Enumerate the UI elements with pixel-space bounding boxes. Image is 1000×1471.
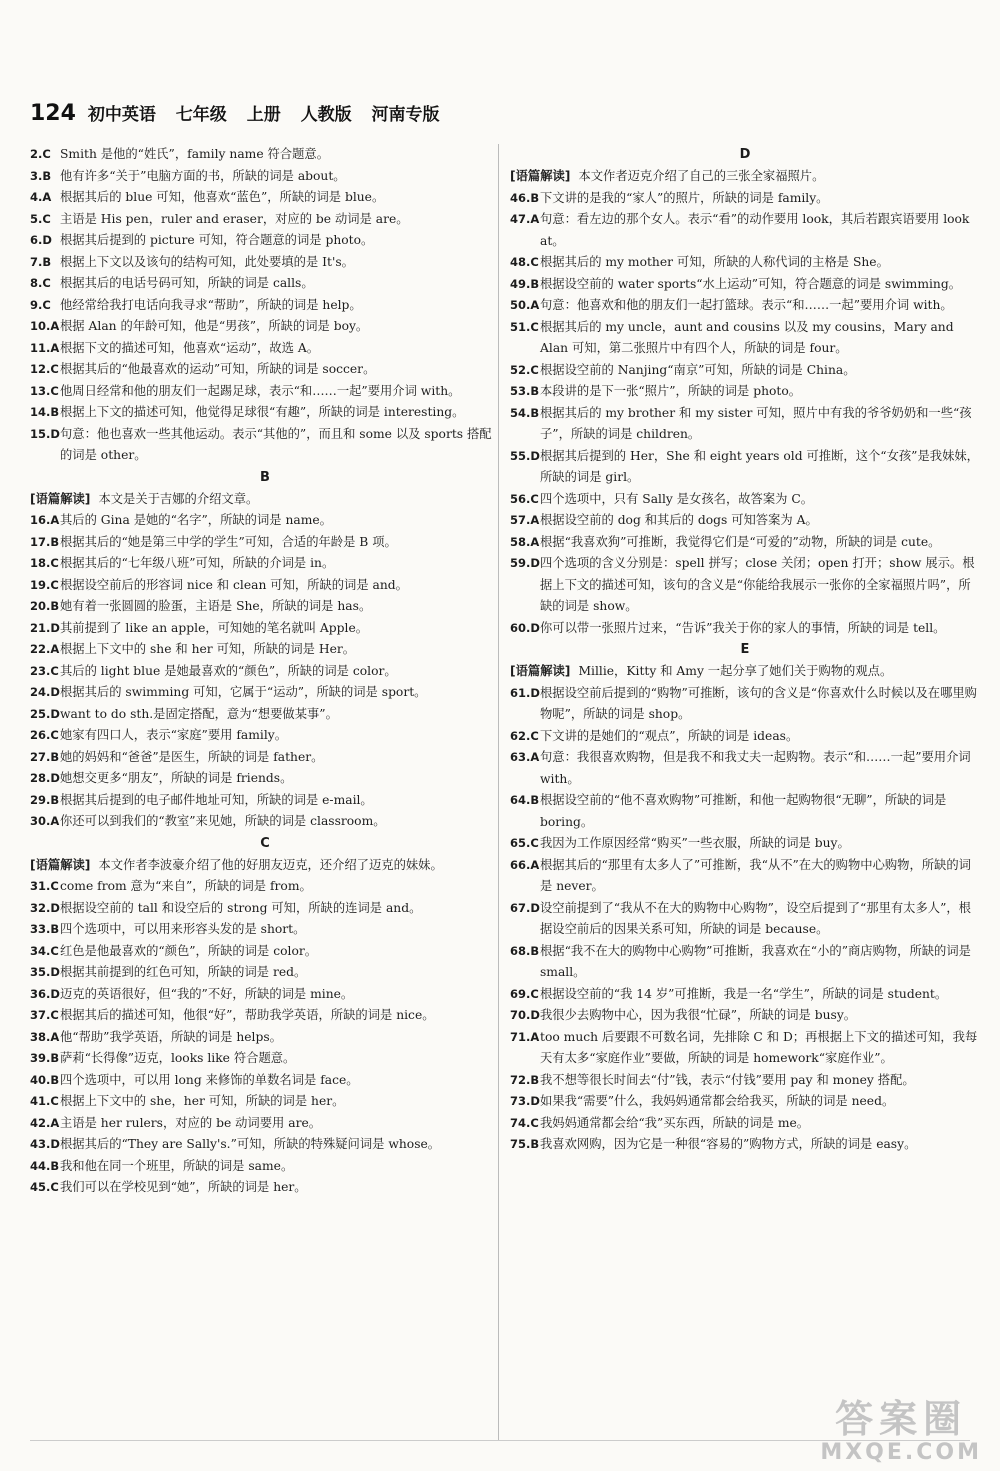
answer-number: 53.B: [510, 384, 540, 398]
answer-explanation: 迈克的英语很好，但“我的”不好，所缺的词是 mine。: [60, 986, 354, 1001]
answer-item: [30, 187, 500, 209]
answer-explanation: 根据其后的 my uncle，aunt and cousins 以及 my cousins，Mary and Alan 可知，第二张照片中有四个人，所缺的词是 four。: [540, 319, 954, 355]
answer-item: [510, 188, 980, 210]
answer-item: [30, 273, 500, 295]
section-b-intro: [30, 489, 500, 511]
answer-number: 75.B: [510, 1137, 540, 1151]
answer-explanation: 四个选项的含义分别是：spell 拼写；close 关闭；open 打开；show 展示。根据上下文的描述可知，该句的含义是“你能给我展示一张你的全家福照片吗”，所缺的词是 show。: [540, 556, 975, 613]
answer-explanation: 其前提到了 like an apple，可知她的笔名就叫 Apple。: [60, 620, 369, 635]
answer-item: [510, 403, 980, 446]
section-d-heading: D: [739, 147, 751, 162]
answer-number: 62.C: [510, 728, 539, 743]
answer-item: [510, 898, 980, 941]
answer-explanation: 我们可以在学校见到“她”，所缺的词是 her。: [60, 1180, 307, 1194]
answer-number: 69.C: [510, 986, 539, 1001]
answer-number: 56.C: [510, 491, 539, 506]
answer-item: [30, 295, 500, 317]
answer-item: [30, 919, 500, 941]
answer-item: [510, 747, 980, 790]
answer-item: [30, 553, 500, 575]
answer-item: [510, 252, 980, 274]
answer-item: [30, 144, 500, 166]
intro-text: 本文是关于吉娜的介绍文章。: [98, 491, 259, 506]
header-edition: 河南专版: [371, 105, 440, 125]
answer-explanation: too much 后要跟不可数名词，先排除 C 和 D；再根据上下文的描述可知，我每天有太多“家庭作业”要做，所缺的词是 homework“家庭作业”。: [540, 1029, 978, 1065]
answer-item: [30, 941, 500, 963]
answer-number: 23.C: [30, 663, 59, 678]
answer-number: 41.C: [30, 1094, 59, 1108]
page-header: [30, 100, 454, 126]
answer-explanation: 根据上下文中的 she，her 可知，所缺的词是 her。: [60, 1094, 345, 1108]
answer-number: 44.B: [30, 1158, 60, 1173]
answer-explanation: Smith 是他的“姓氏”，family name 符合题意。: [60, 147, 329, 161]
answer-item: [30, 639, 500, 661]
answer-explanation: 你可以带一张照片过来，“告诉”我关于你的家人的事情，所缺的词是 tell。: [540, 620, 946, 635]
answer-item: [30, 424, 500, 467]
answer-number: 15.D: [30, 426, 60, 441]
answer-item: [30, 898, 500, 920]
section-c-intro: [30, 855, 500, 877]
answer-item: [30, 209, 500, 231]
answer-number: 57.A: [510, 513, 540, 527]
answer-item: [510, 984, 980, 1006]
answer-explanation: 根据设空前后提到的“购物”可推断，该句的含义是“你喜欢什么时候以及在哪里购物呢”，所缺的词是 shop。: [540, 685, 977, 721]
answer-number: 2.C: [30, 147, 51, 161]
answer-explanation: 根据其后的 my mother 可知，所缺的人称代词的主格是 She。: [540, 255, 889, 269]
answer-explanation: 根据 Alan 的年龄可知，他是“男孩”，所缺的词是 boy。: [60, 319, 369, 333]
answer-item: [30, 596, 500, 618]
answer-explanation: 根据“我喜欢狗”可推断，我觉得它们是“可爱的”动物，所缺的词是 cute。: [540, 534, 941, 549]
answer-number: 29.B: [30, 792, 60, 807]
answer-item: [30, 725, 500, 747]
answer-explanation: 我很少去购物中心，因为我很“忙碌”，所缺的词是 busy。: [540, 1008, 857, 1022]
answer-explanation: 根据其后的 my brother 和 my sister 可知，照片中有我的爷爷奶奶和一些“孩子”，所缺的词是 children。: [540, 405, 972, 441]
answer-item: [510, 446, 980, 489]
section-a-items: [30, 144, 500, 467]
answer-number: 8.C: [30, 276, 51, 290]
answer-explanation: 句意：他也喜欢一些其他运动。表示“其他的”，而且和 some 以及 sports 搭配的词是 other。: [60, 426, 492, 462]
answer-number: 74.C: [510, 1115, 539, 1130]
answer-explanation: 根据其后的“那里有太多人了”可推断，我“从不”在大的购物中心购物，所缺的词是 never。: [540, 857, 971, 893]
header-publisher: 人教版: [300, 105, 352, 125]
answer-explanation: 下文讲的是我的“家人”的照片，所缺的词是 family。: [540, 190, 829, 205]
answer-item: [510, 1005, 980, 1027]
answer-item: [510, 532, 980, 554]
answer-item: [510, 833, 980, 855]
answer-number: 13.C: [30, 383, 59, 398]
answer-item: [30, 230, 500, 252]
answer-explanation: 根据其后的“她是第三中学的学生”可知，合适的年龄是 B 项。: [60, 534, 397, 549]
answer-number: 34.C: [30, 943, 59, 958]
answer-item: [30, 1177, 500, 1199]
answer-number: 54.B: [510, 405, 540, 420]
answer-item: [510, 553, 980, 618]
answer-explanation: 他有许多“关于”电脑方面的书，所缺的词是 about。: [60, 168, 346, 183]
answer-item: [30, 1005, 500, 1027]
answer-number: 30.A: [30, 814, 60, 828]
answer-explanation: 根据其后提到的 Her，She 和 eight years old 可推断，这个“女孩”是我妹妹，所缺的词是 girl。: [540, 448, 979, 484]
answer-item: [30, 811, 500, 833]
answer-item: [30, 1048, 500, 1070]
answer-explanation: 如果我“需要”什么，我妈妈通常都会给我买，所缺的词是 need。: [540, 1094, 895, 1108]
answer-item: [510, 1027, 980, 1070]
watermark-logo: [820, 1398, 982, 1465]
answer-explanation: 她的妈妈和“爸爸”是医生，所缺的词是 father。: [60, 749, 324, 764]
answer-number: 25.D: [30, 706, 60, 721]
answer-number: 4.A: [30, 190, 52, 204]
intro-tag: [语篇解读]: [30, 857, 91, 872]
answer-number: 66.A: [510, 857, 540, 872]
answer-number: 63.A: [510, 750, 540, 764]
answer-number: 24.D: [30, 685, 60, 699]
answer-explanation: 他周日经常和他的朋友们一起踢足球，表示“和……一起”要用介词 with。: [60, 383, 461, 398]
intro-text: 本文作者迈克介绍了自己的三张全家福照片。: [578, 169, 825, 183]
answer-item: [30, 984, 500, 1006]
answer-explanation: 其后的 light blue 是她最喜欢的“颜色”，所缺的词是 color。: [60, 663, 397, 678]
answer-number: 10.A: [30, 319, 60, 333]
answer-number: 68.B: [510, 943, 540, 958]
answer-item: [30, 704, 500, 726]
answer-number: 18.C: [30, 556, 59, 570]
page-number: 124: [30, 101, 76, 126]
answer-number: 55.D: [510, 448, 540, 463]
answer-number: 9.C: [30, 297, 51, 312]
answer-item: [30, 532, 500, 554]
answer-explanation: 根据下文的描述可知，他喜欢“运动”，故选 A。: [60, 340, 320, 355]
answer-explanation: 根据其后的“七年级八班”可知，所缺的介词是 in。: [60, 556, 335, 570]
answer-number: 28.D: [30, 771, 60, 785]
answer-explanation: 句意：我很喜欢购物，但是我不和我丈夫一起购物。表示“和……一起”要用介词 with。: [540, 750, 971, 786]
answer-explanation: 主语是 her rulers，对应的 be 动词要用 are。: [60, 1115, 322, 1130]
answer-explanation: 我不想等很长时间去“付”钱，表示“付钱”要用 pay 和 money 搭配。: [540, 1072, 915, 1087]
answer-explanation: 我喜欢网购，因为它是一种很“容易的”购物方式，所缺的词是 easy。: [540, 1137, 917, 1151]
answer-number: 16.A: [30, 513, 60, 527]
answer-number: 47.A: [510, 212, 540, 226]
left-column: [30, 144, 500, 1199]
answer-explanation: 四个选项中，只有 Sally 是女孩名，故答案为 C。: [540, 491, 814, 506]
answer-item: [30, 252, 500, 274]
section-b-items: [30, 510, 500, 833]
answer-number: 38.A: [30, 1029, 60, 1044]
answer-explanation: 根据设空前的“他不喜欢购物”可推断，和他一起购物很“无聊”，所缺的词是 boring。: [540, 793, 947, 829]
answer-explanation: 根据其前提到的红色可知，所缺的词是 red。: [60, 965, 307, 979]
answer-number: 43.D: [30, 1137, 60, 1151]
section-e-intro: [510, 661, 980, 683]
answer-number: 60.D: [510, 620, 540, 635]
answer-item: [510, 381, 980, 403]
answer-number: 17.B: [30, 534, 60, 549]
answer-number: 46.B: [510, 190, 540, 205]
answer-number: 14.B: [30, 405, 60, 419]
intro-text: 本文作者李波豪介绍了他的好朋友迈克，还介绍了迈克的妹妹。: [98, 857, 443, 872]
answer-explanation: 她有着一张圆圆的脸蛋，主语是 She，所缺的词是 has。: [60, 599, 372, 613]
answer-number: 49.B: [510, 276, 540, 291]
answer-explanation: 根据其后提到的 picture 可知，符合题意的词是 photo。: [60, 233, 374, 247]
answer-explanation: 四个选项中，可以用 long 来修饰的单数名词是 face。: [60, 1072, 359, 1087]
right-column: [510, 144, 980, 1156]
answer-number: 70.D: [510, 1008, 540, 1022]
answer-explanation: 下文讲的是她们的“观点”，所缺的词是 ideas。: [540, 728, 799, 743]
header-subject: 初中英语: [87, 105, 156, 125]
answer-number: 42.A: [30, 1115, 60, 1130]
answer-item: [510, 510, 980, 532]
answer-item: [510, 295, 980, 317]
answer-explanation: 我因为工作原因经常“购买”一些衣服，所缺的词是 buy。: [540, 836, 850, 850]
answer-item: [30, 1070, 500, 1092]
answer-item: [510, 489, 980, 511]
answer-number: 20.B: [30, 599, 60, 613]
section-e-heading: E: [740, 642, 750, 657]
answer-number: 21.D: [30, 620, 60, 635]
answer-explanation: come from 意为“来自”，所缺的词是 from。: [60, 879, 312, 893]
answer-number: 26.C: [30, 728, 59, 742]
answer-item: [30, 316, 500, 338]
answer-number: 61.D: [510, 685, 540, 700]
answer-explanation: 根据上下文的描述可知，他觉得足球很“有趣”，所缺的词是 interesting。: [60, 405, 465, 419]
answer-explanation: 我和他在同一个班里，所缺的词是 same。: [60, 1158, 294, 1173]
answer-item: [510, 1091, 980, 1113]
answer-item: [30, 682, 500, 704]
answer-item: [30, 747, 500, 769]
answer-number: 12.C: [30, 362, 59, 376]
answer-explanation: 根据其后的“They are Sally's.”可知，所缺的特殊疑问词是 whose。: [60, 1137, 441, 1151]
answer-explanation: 根据设空前的 tall 和设空后的 strong 可知，所缺的连词是 and。: [60, 900, 422, 915]
answer-item: [510, 317, 980, 360]
answer-explanation: 他经常给我打电话向我寻求“帮助”，所缺的词是 help。: [60, 297, 362, 312]
intro-text: Millie，Kitty 和 Amy 一起分享了她们关于购物的观点。: [578, 664, 893, 678]
answer-item: [30, 1027, 500, 1049]
answer-explanation: 其后的 Gina 是她的“名字”，所缺的词是 name。: [60, 513, 332, 527]
answer-explanation: 根据其后的 swimming 可知，它属于“运动”，所缺的词是 sport。: [60, 685, 427, 699]
section-c-heading: C: [260, 835, 270, 851]
answer-explanation: 根据“我不在大的购物中心购物”可推断，我喜欢在“小的”商店购物，所缺的词是 small。: [540, 943, 971, 979]
answer-item: [510, 855, 980, 898]
answer-number: 72.B: [510, 1072, 540, 1087]
answer-number: 19.C: [30, 577, 59, 592]
answer-explanation: 她想交更多“朋友”，所缺的词是 friends。: [60, 771, 293, 785]
answer-explanation: 根据设空前的 Nanjing“南京”可知，所缺的词是 China。: [540, 362, 856, 377]
header-volume: 上册: [246, 105, 281, 125]
section-c-items: [30, 876, 500, 1199]
answer-explanation: 萨莉“长得像”迈克，looks like 符合题意。: [60, 1051, 296, 1065]
answer-explanation: 她家有四口人，表示“家庭”要用 family。: [60, 728, 287, 742]
answer-number: 59.D: [510, 556, 540, 570]
answer-number: 36.D: [30, 986, 60, 1001]
answer-item: [510, 683, 980, 726]
answer-explanation: 根据其后的 blue 可知，他喜欢“蓝色”，所缺的词是 blue。: [60, 190, 385, 204]
answer-explanation: 根据设空前的 dog 和其后的 dogs 可知答案为 A。: [540, 513, 818, 527]
section-b-heading: B: [260, 469, 270, 485]
answer-item: [510, 618, 980, 640]
answer-explanation: 红色是他最喜欢的“颜色”，所缺的词是 color。: [60, 943, 318, 958]
answer-explanation: 四个选项中，可以用来形容头发的是 short。: [60, 922, 306, 936]
answer-item: [30, 1134, 500, 1156]
answer-number: 58.A: [510, 534, 540, 549]
answer-number: 6.D: [30, 233, 52, 247]
answer-item: [30, 1091, 500, 1113]
header-grade: 七年级: [175, 105, 227, 125]
answer-explanation: 本段讲的是下一张“照片”，所缺的词是 photo。: [540, 384, 802, 398]
answer-explanation: 根据设空前的 water sports“水上运动”可知，符合题意的词是 swimming。: [540, 276, 962, 291]
answer-number: 11.A: [30, 340, 60, 355]
answer-number: 51.C: [510, 319, 539, 334]
answer-explanation: 他“帮助”我学英语，所缺的词是 helps。: [60, 1029, 282, 1044]
answer-item: [30, 510, 500, 532]
answer-item: [30, 166, 500, 188]
answer-item: [30, 618, 500, 640]
answer-number: 37.C: [30, 1008, 59, 1022]
answer-item: [510, 1113, 980, 1135]
answer-number: 48.C: [510, 255, 539, 269]
answer-number: 52.C: [510, 362, 539, 377]
answer-item: [510, 790, 980, 833]
answer-number: 32.D: [30, 900, 60, 915]
answer-item: [30, 338, 500, 360]
answer-item: [30, 575, 500, 597]
answer-number: 65.C: [510, 836, 539, 850]
answer-item: [30, 661, 500, 683]
answer-number: 45.C: [30, 1180, 59, 1194]
answer-number: 40.B: [30, 1072, 60, 1087]
answer-number: 5.C: [30, 211, 51, 226]
intro-tag: [语篇解读]: [30, 491, 91, 506]
answer-item: [30, 768, 500, 790]
intro-tag: [语篇解读]: [510, 169, 571, 183]
answer-number: 22.A: [30, 642, 60, 656]
intro-tag: [语篇解读]: [510, 664, 571, 678]
section-d-intro: [510, 166, 980, 188]
answer-number: 3.B: [30, 168, 52, 183]
answer-number: 33.B: [30, 922, 60, 936]
answer-item: [30, 359, 500, 381]
answer-explanation: 设空前提到了“我从不在大的购物中心购物”，设空后提到了“那里有太多人”，根据设空前后的因果关系可知，所缺的词是 because。: [540, 900, 971, 936]
watermark-top: 答案圈: [835, 1397, 968, 1441]
answer-item: [510, 274, 980, 296]
answer-explanation: 主语是 His pen，ruler and eraser，对应的 be 动词是 are。: [60, 211, 409, 226]
answer-item: [30, 402, 500, 424]
answer-item: [30, 962, 500, 984]
answer-explanation: 根据其后的“他最喜欢的运动”可知，所缺的词是 soccer。: [60, 362, 376, 376]
answer-explanation: 根据设空前后的形容词 nice 和 clean 可知，所缺的词是 and。: [60, 577, 408, 592]
answer-number: 31.C: [30, 879, 59, 893]
answer-number: 39.B: [30, 1051, 60, 1065]
answer-explanation: 根据上下文中的 she 和 her 可知，所缺的词是 Her。: [60, 642, 356, 656]
answer-item: [30, 1113, 500, 1135]
answer-number: 35.D: [30, 965, 60, 979]
answer-number: 27.B: [30, 749, 60, 764]
answer-explanation: 根据设空前的“我 14 岁”可推断，我是一名“学生”，所缺的词是 student。: [540, 986, 948, 1001]
answer-explanation: 根据其后的电话号码可知，所缺的词是 calls。: [60, 276, 314, 290]
answer-item: [30, 790, 500, 812]
answer-explanation: want to do sth.是固定搭配，意为“想要做某事”。: [60, 706, 338, 721]
watermark-bottom: MXQE.COM: [820, 1440, 982, 1465]
answer-explanation: 句意：他喜欢和他的朋友们一起打篮球。表示“和……一起”要用介词 with。: [540, 298, 953, 312]
answer-item: [510, 1070, 980, 1092]
answer-item: [30, 381, 500, 403]
answer-number: 67.D: [510, 900, 540, 915]
answer-number: 50.A: [510, 298, 540, 312]
answer-number: 73.D: [510, 1094, 540, 1108]
answer-item: [30, 876, 500, 898]
answer-number: 7.B: [30, 254, 52, 269]
answer-number: 71.A: [510, 1029, 540, 1044]
answer-item: [30, 1156, 500, 1178]
answer-item: [510, 726, 980, 748]
section-e-items: [510, 683, 980, 1156]
answer-item: [510, 941, 980, 984]
answer-explanation: 我妈妈通常都会给“我”买东西，所缺的词是 me。: [540, 1115, 810, 1130]
answer-explanation: 根据其后的描述可知，他很“好”，帮助我学英语，所缺的词是 nice。: [60, 1008, 435, 1022]
answer-item: [510, 1134, 980, 1156]
answer-item: [510, 360, 980, 382]
answer-item: [510, 209, 980, 252]
section-d-items: [510, 188, 980, 640]
answer-explanation: 根据其后提到的电子邮件地址可知，所缺的词是 e-mail。: [60, 792, 373, 807]
answer-explanation: 句意：看左边的那个女人。表示“看”的动作要用 look，其后若跟宾语要用 look at。: [540, 212, 970, 248]
answer-explanation: 你还可以到我们的“教室”来见她，所缺的词是 classroom。: [60, 814, 386, 828]
answer-explanation: 根据上下文以及该句的结构可知，此处要填的是 It's。: [60, 254, 354, 269]
answer-number: 64.B: [510, 793, 540, 807]
